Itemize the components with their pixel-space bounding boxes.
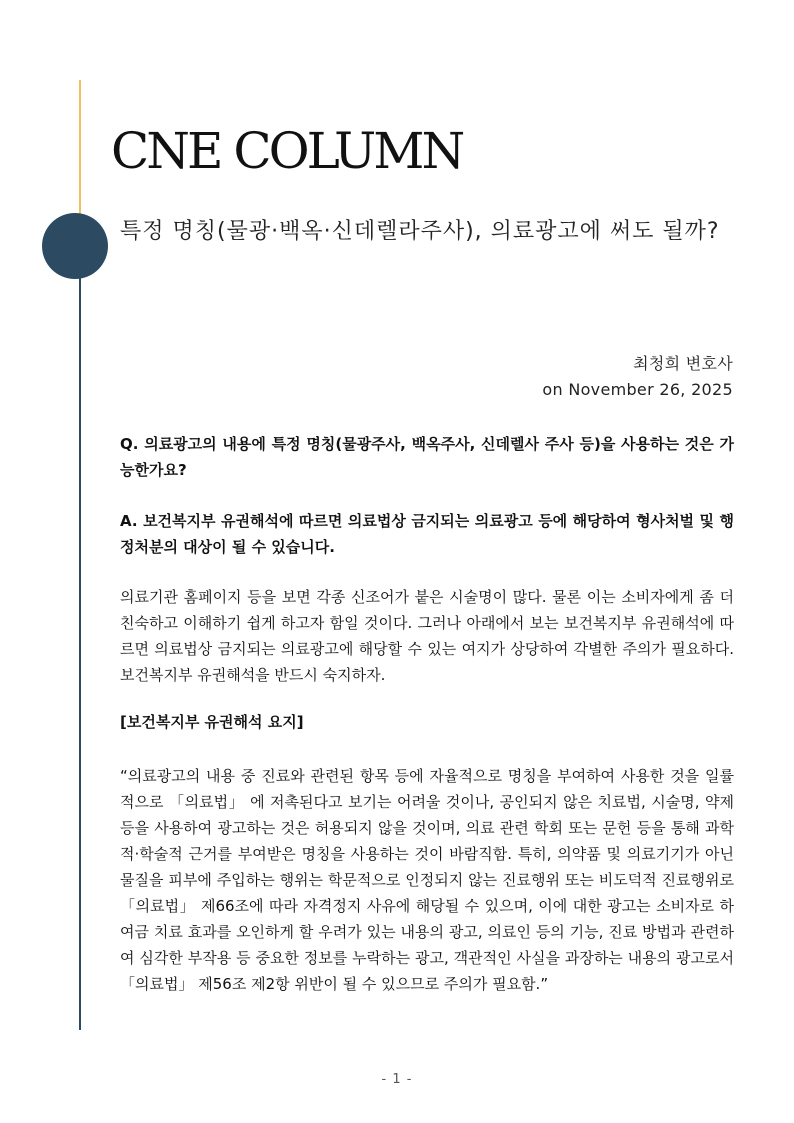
body-paragraph: 의료기관 홈페이지 등을 보면 각종 신조어가 붙은 시술명이 많다. 물론 이는 소비자에게 좀 더 친숙하고 이해하기 쉽게 하고자 함일 것이다. 그러나 아래에서 보는 보건복지부 유권해석에 따르면 의료법상 금지되는 의료광고에 해당할 수 있는 여지가 상당하여 각별한 주의가 필요하다. 보건복지부 유권해석을 반드시 숙지하자. xyxy=(120,588,734,684)
timeline-dot xyxy=(42,213,108,279)
article-subtitle: 특정 명칭(물광·백옥·신데렐라주사), 의료광고에 써도 될까? xyxy=(120,219,720,244)
column-title: CNE COLUMN xyxy=(111,122,463,180)
article-meta xyxy=(542,351,733,403)
author-name: 최청희 변호사 xyxy=(633,354,733,373)
timeline-line-navy xyxy=(79,246,81,1030)
section-heading: [보건복지부 유권해석 요지] xyxy=(120,713,304,731)
publish-date: on November 26, 2025 xyxy=(542,380,733,399)
quote-paragraph: “의료광고의 내용 중 진료와 관련된 항목 등에 자율적으로 명칭을 부여하여 사용한 것을 일률적으로 「의료법」 에 저촉된다고 보기는 어려울 것이나, 공인되지 않은 치료법, 시술명, 약제 등을 사용하여 광고하는 것은 허용되지 않을 것이며, 의료 관련 학회 또는 문헌 등을 통해 과학적·학술적 근거를 부여받은 명칭을 사용하는 것이 바람직함. 특히, 의약품 및 의료기기가 아닌 물질을 피부에 주입하는 행위는 학문적으로 인정되지 않는 진료행위 또는 비도덕적 진료행위로 「의료법」 제66조에 따라 자격정지 사유에 해당될 수 있으며, 이에 대한 광고는 소비자로 하여금 치료 효과를 오인하게 할 우려가 있는 내용의 광고, 의료인 등의 기능, 진료 방법과 관련하여 심각한 부작용 등 중요한 정보를 누락하는 광고, 객관적인 사실을 과장하는 내용의 광고로서 「의료법」 제56조 제2항 위반이 될 수 있으므로 주의가 필요함.” xyxy=(120,767,734,993)
article-content xyxy=(120,431,734,997)
page-number: - 1 - xyxy=(381,1072,413,1087)
answer-text: A. 보건복지부 유권해석에 따르면 의료법상 금지되는 의료광고 등에 해당하여 형사처벌 및 행정처분의 대상이 될 수 있습니다. xyxy=(120,512,734,556)
question-text: Q. 의료광고의 내용에 특정 명칭(물광주사, 백옥주사, 신데렐사 주사 등)을 사용하는 것은 가능한가요? xyxy=(120,435,734,479)
